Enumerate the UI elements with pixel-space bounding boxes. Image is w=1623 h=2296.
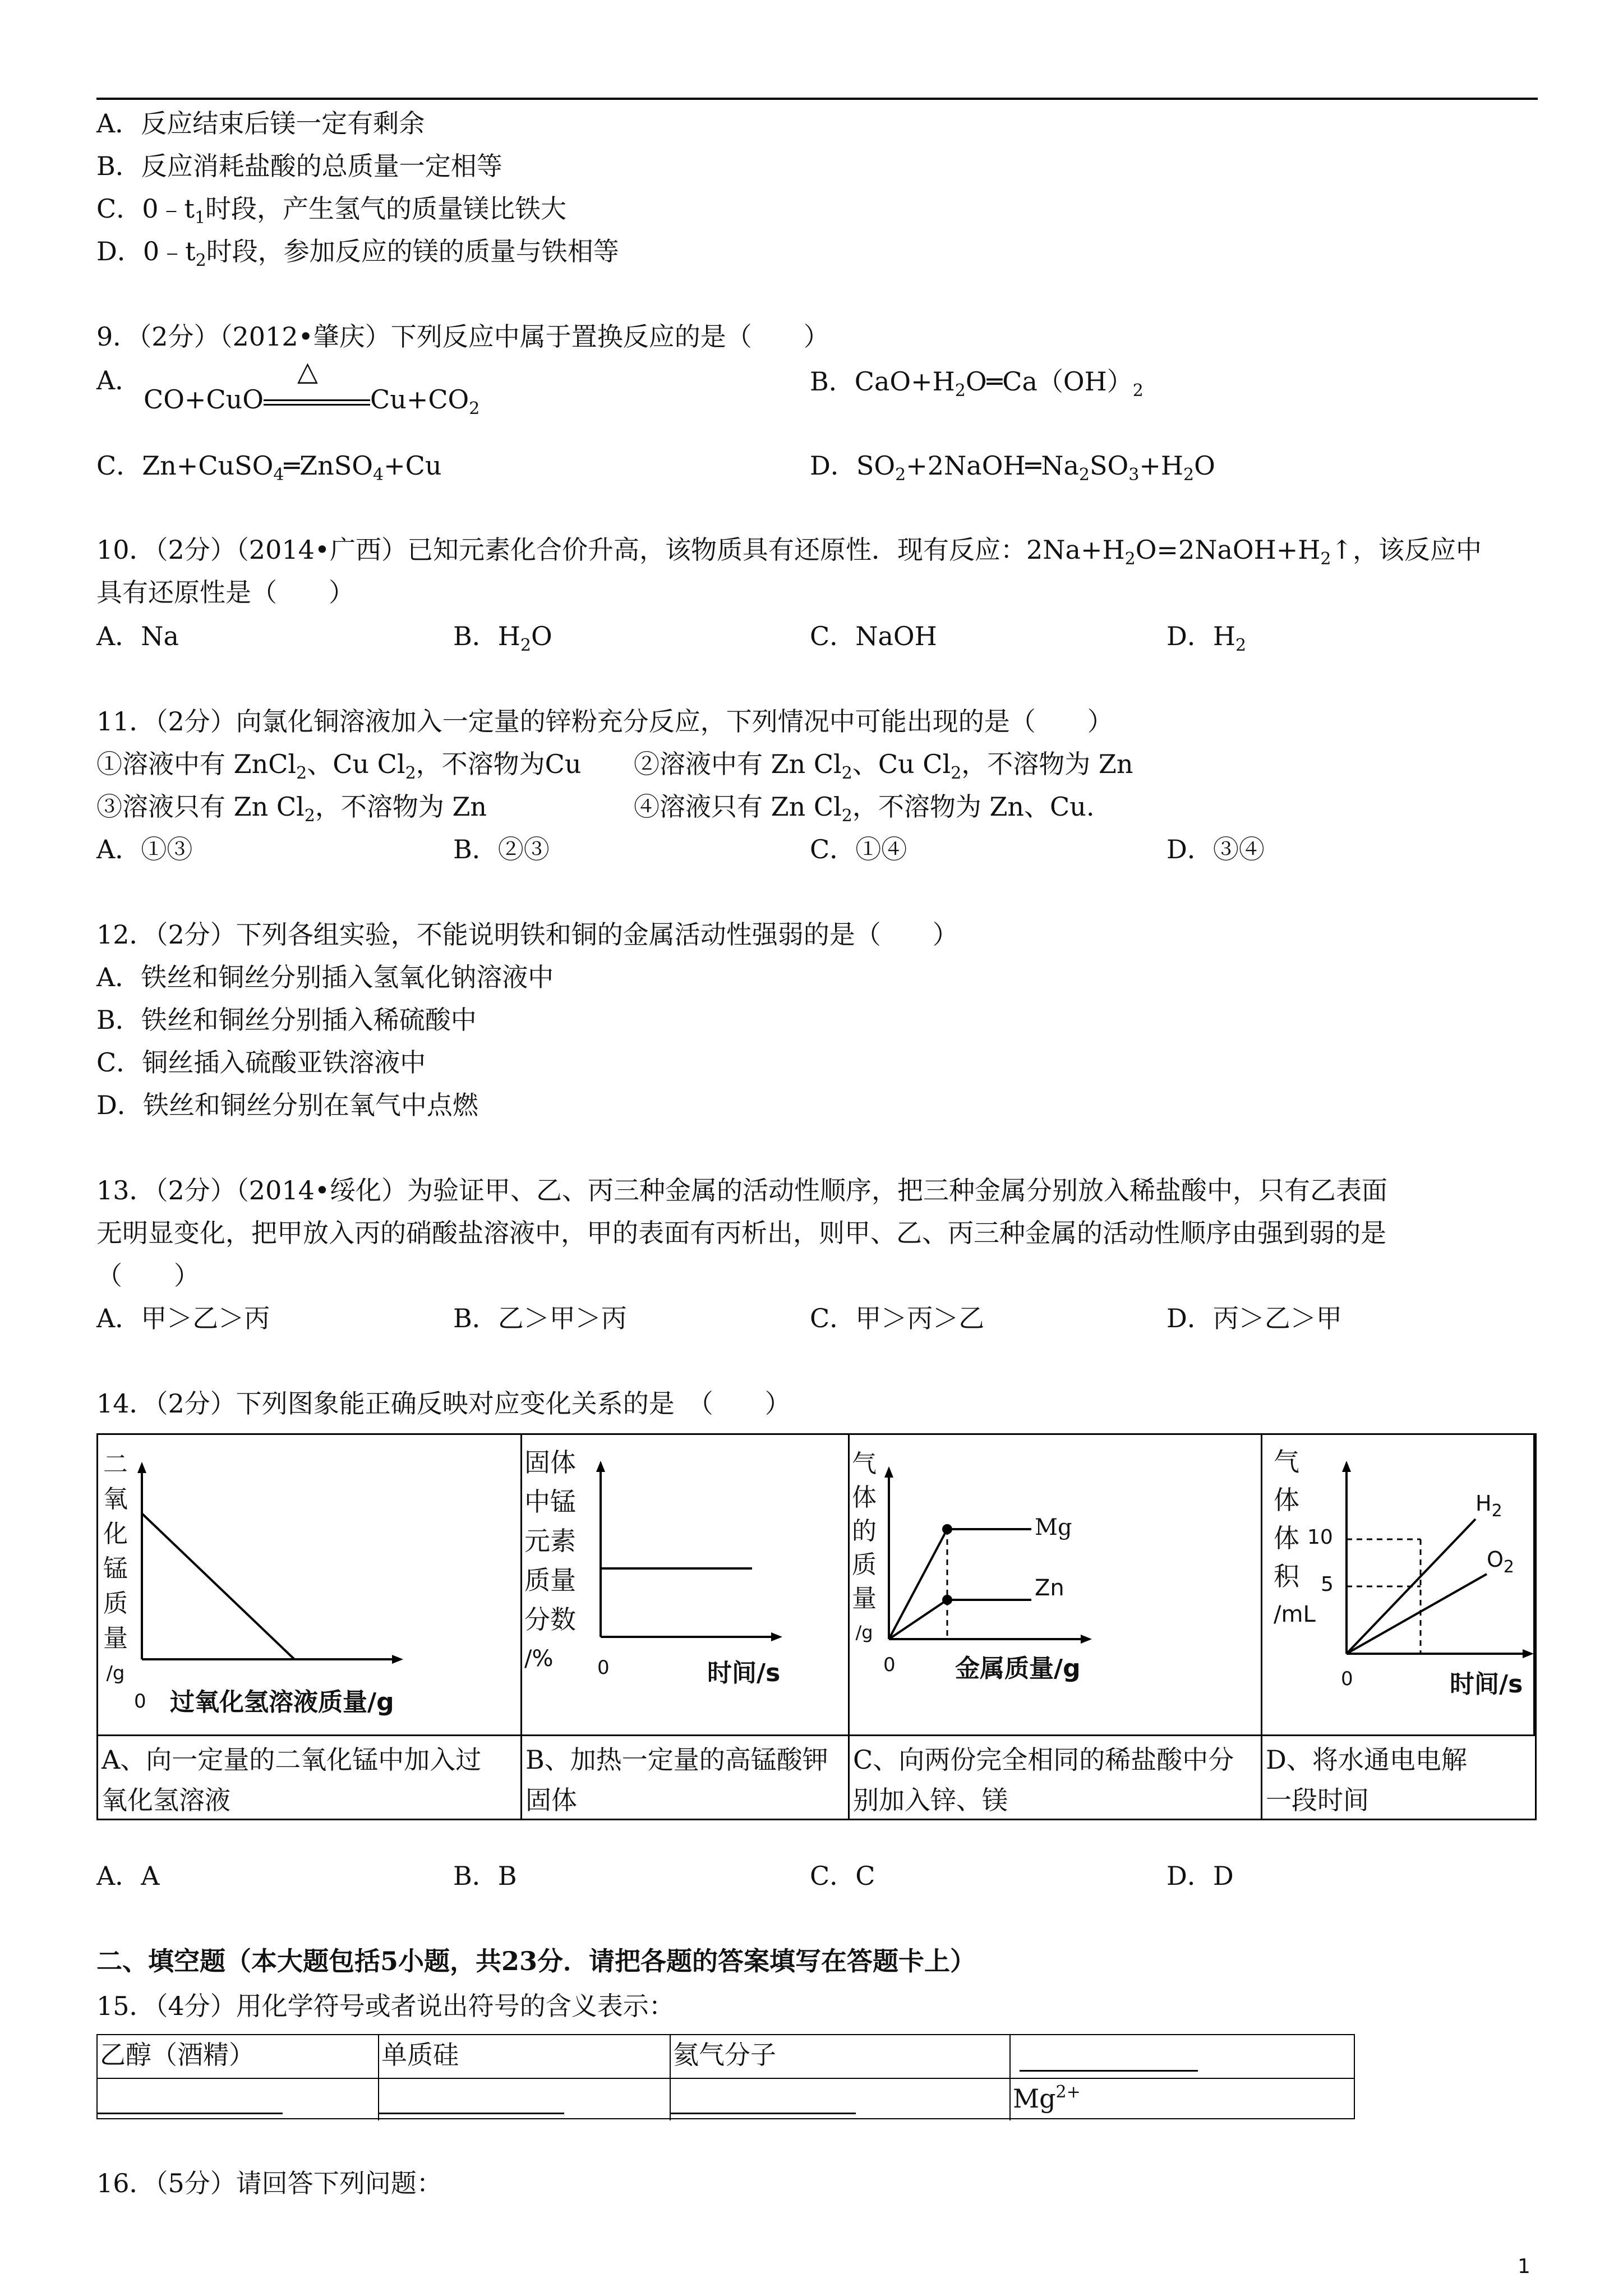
q11-statement-3: ③溶液只有 Zn $Cl_2$，不溶物为 Zn — [96, 792, 487, 826]
figure-c — [850, 1435, 1262, 1734]
q10-option-b: B．$H_2O$ — [453, 621, 552, 655]
figure-d-ylabel: 气 体 体 积 /mL — [1274, 1447, 1316, 1627]
figure-d-tick-5: 5 — [1321, 1573, 1334, 1596]
q13-stem-line1: 13．（2分）（2014•绥化）为验证甲、乙、丙三种金属的活动性顺序，把三种金属分别放入稀盐酸中，只有乙表面 — [96, 1175, 1387, 1205]
figure-d-origin: 0 — [1341, 1668, 1353, 1690]
q12-option-b: B．铁丝和铜丝分别插入稀硫酸中 — [96, 1005, 477, 1035]
figure-b-xlabel: 时间/s — [707, 1659, 781, 1687]
q11-option-b: B．②③ — [453, 834, 550, 864]
page-number: 1 — [1518, 2255, 1530, 2278]
q15-answer-ethanol — [98, 2078, 379, 2120]
caption-a: A、向一定量的二氧化锰中加入过 氧化氢溶液 — [98, 1734, 522, 1819]
q12-option-a: A．铁丝和铜丝分别插入氢氧化钠溶液中 — [96, 962, 554, 992]
q9-option-c: C．Zn+CuSO$_4$═ZnSO$_4$+Cu — [96, 450, 442, 485]
figure-a-xlabel: 过氧化氢溶液质量/g — [170, 1688, 394, 1717]
figure-d-tick-10: 10 — [1307, 1526, 1333, 1549]
q8-option-c: C．$0﹣t_1$时段，产生氢气的质量镁比铁大 — [96, 194, 567, 228]
figure-a — [98, 1435, 522, 1734]
q15-stem: 15．（4分）用化学符号或者说出符号的含义表示： — [96, 1991, 675, 2021]
answer-blank[interactable] — [671, 2113, 856, 2114]
q11-option-c: C．①④ — [810, 834, 907, 864]
q9-option-a-label: A． — [96, 365, 141, 395]
q14-stem: 14．（2分）下列图象能正确反映对应变化关系的是 （ ） — [96, 1388, 791, 1419]
q11-statement-2: ②溶液中有 Zn $Cl_2$、Cu $Cl_2$，不溶物为 Zn — [634, 749, 1133, 783]
q15-table — [96, 2034, 1355, 2119]
figure-d-xlabel: 时间/s — [1450, 1670, 1523, 1699]
answer-blank[interactable] — [379, 2113, 564, 2114]
q8-option-b: B．反应消耗盐酸的总质量一定相等 — [96, 151, 502, 181]
q11-option-d: D．③④ — [1166, 834, 1265, 864]
q10-option-d: D．$H_2$ — [1166, 621, 1247, 655]
q15-header-helium: 氦气分子 — [671, 2035, 1011, 2078]
q11-statement-1: ①溶液中有 ZnCl$_2$、Cu $Cl_2$，不溶物为Cu — [96, 749, 582, 783]
q9-option-d: D．$SO_2+2NaOH═Na_2SO_3+H_2O$ — [810, 450, 1215, 485]
figure-c-mg-label: Mg — [1035, 1515, 1072, 1540]
figure-c-xlabel: 金属质量/g — [955, 1654, 1081, 1683]
q10-option-a: A．Na — [96, 621, 179, 651]
caption-b: B、加热一定量的高锰酸钾 固体 — [522, 1734, 850, 1819]
q9-stem: 9．（2分）（2012•肇庆）下列反应中属于置换反应的是（ ） — [96, 321, 829, 352]
q13-option-c: C．甲＞丙＞乙 — [810, 1303, 985, 1333]
q9-option-b: B．$CaO+H_2O═Ca(OH)_2$ — [810, 366, 1144, 401]
section-2-heading: 二、填空题（本大题包括5小题，共23分．请把各题的答案填写在答题卡上） — [96, 1946, 976, 1976]
figure-c-zn-label: Zn — [1035, 1575, 1064, 1601]
q16-stem: 16．（5分）请回答下列问题： — [96, 2168, 442, 2198]
q8-option-a: A．反应结束后镁一定有剩余 — [96, 108, 425, 139]
q15-answer-helium — [671, 2078, 1011, 2120]
figure-d-h2-label: $H_2$ — [1476, 1491, 1502, 1521]
figure-b-ylabel: 固体 中锰 元素 质量 分数 /% — [524, 1447, 576, 1672]
q9-option-a-equation: CO+CuO △ $Cu+CO_2$ — [144, 356, 480, 418]
q13-option-a: A．甲＞乙＞丙 — [96, 1303, 270, 1333]
q15-header-silicon: 单质硅 — [379, 2035, 671, 2078]
answer-blank[interactable] — [98, 2113, 283, 2114]
q15-header-ethanol: 乙醇（酒精） — [98, 2035, 379, 2078]
q12-option-d: D．铁丝和铜丝分别在氧气中点燃 — [96, 1090, 478, 1120]
figure-a-ylabel: 二 氧 化 锰 质 量 /g — [103, 1450, 128, 1685]
heat-triangle: △ — [297, 356, 318, 387]
figure-d-o2-label: $O_2$ — [1487, 1547, 1515, 1577]
q14-option-b: B．B — [453, 1861, 517, 1891]
caption-c: C、向两份完全相同的稀盐酸中分 别加入锌、镁 — [850, 1734, 1262, 1819]
q15-magnesium-ion: $Mg^{2+}$ — [1011, 2078, 1354, 2120]
q11-statement-4: ④溶液只有 Zn $Cl_2$，不溶物为 Zn、Cu. — [634, 792, 1095, 826]
q15-answer-silicon — [379, 2078, 671, 2120]
caption-d: D、将水通电电解 一段时间 — [1262, 1734, 1535, 1819]
figure-b — [522, 1435, 850, 1734]
header-rule — [96, 98, 1538, 100]
q13-stem-line3: （ ） — [96, 1260, 200, 1291]
q10-option-c: C．NaOH — [810, 621, 937, 651]
q11-option-a: A．①③ — [96, 834, 193, 864]
figure-b-origin: 0 — [597, 1657, 610, 1679]
figure-a-origin: 0 — [134, 1690, 146, 1713]
q14-option-c: C．C — [810, 1861, 875, 1891]
figure-d — [1262, 1435, 1535, 1734]
answer-blank[interactable] — [1020, 2070, 1198, 2072]
q12-stem: 12．（2分）下列各组实验，不能说明铁和铜的金属活动性强弱的是（ ） — [96, 919, 958, 950]
q11-stem: 11．（2分）向氯化铜溶液加入一定量的锌粉充分反应，下列情况中可能出现的是（ ） — [96, 706, 1113, 737]
figure-c-ylabel: 气 体 的 质 量 /g — [852, 1450, 877, 1643]
q8-option-d: D．$0﹣t_2$时段，参加反应的镁的质量与铁相等 — [96, 236, 619, 270]
q14-option-a: A．A — [96, 1861, 160, 1891]
q15-header-blank — [1011, 2035, 1354, 2078]
q14-option-d: D．D — [1166, 1861, 1234, 1891]
q13-option-b: B．乙＞甲＞丙 — [453, 1303, 627, 1333]
q12-option-c: C．铜丝插入硫酸亚铁溶液中 — [96, 1047, 426, 1078]
q13-stem-line2: 无明显变化，把甲放入丙的硝酸盐溶液中，甲的表面有丙析出，则甲、乙、丙三种金属的活动性顺序由强到弱的是 — [96, 1218, 1386, 1248]
q13-option-d: D．丙＞乙＞甲 — [1166, 1303, 1342, 1333]
q10-stem-line2: 具有还原性是（ ） — [96, 577, 354, 608]
q10-stem-line1: 10．（2分）（2014•广西）已知元素化合价升高，该物质具有还原性．现有反应：$2Na+H_2O=2NaOH+H_2↑$，该反应中 — [96, 535, 1482, 569]
figure-c-origin: 0 — [883, 1654, 896, 1676]
q14-figure-table — [96, 1433, 1537, 1820]
